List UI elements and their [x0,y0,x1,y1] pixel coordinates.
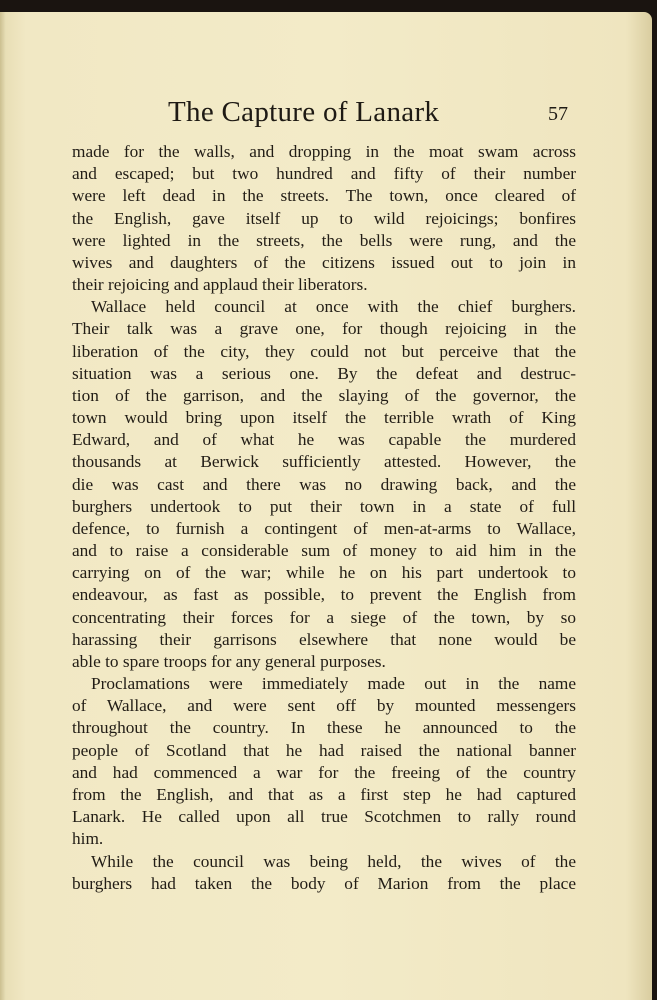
text-line: able to spare troops for any general purposes. [72,651,386,671]
text-line: Lanark. He called upon all true Scotchmen to rally round [72,807,576,827]
text-line: and had commenced a war for the freeing of the country [72,762,576,782]
text-line: their rejoicing and applaud their liberators. [72,275,368,295]
text-line: situation was a serious one. By the defeat and destruc- [72,363,576,383]
body-text [72,141,576,895]
text-line: carrying on of the war; while he on his part undertook to [72,563,576,583]
text-line: thousands at Berwick sufficiently attested. However, the [72,452,576,472]
text-line: harassing their garrisons elsewhere that none would be [72,629,576,649]
text-line: people of Scotland that he had raised the national banner [72,740,576,760]
running-header [0,96,652,130]
text-line: town would bring upon itself the terrible wrath of King [72,408,576,428]
text-line: defence, to furnish a contingent of men-at-arms to Wallace, [72,518,576,538]
text-line: liberation of the city, they could not but perceive that the [72,341,576,361]
paragraph [72,141,576,296]
text-line: burghers had taken the body of Marion from the place [72,873,576,893]
book-page [0,12,652,1000]
text-line: were left dead in the streets. The town, once cleared of [72,186,576,206]
text-line: made for the walls, and dropping in the moat swam across [72,142,576,161]
chapter-title: The Capture of Lanark [168,96,440,128]
text-line: the English, gave itself up to wild rejoicings; bonfires [72,208,576,228]
text-line: Their talk was a grave one, for though rejoicing in the [72,319,576,339]
text-line: While the council was being held, the wives of the [91,851,576,871]
text-line: Edward, and of what he was capable the murdered [72,430,576,450]
text-line: Wallace held council at once with the chief burghers. [91,297,576,317]
text-line: him. [72,829,104,849]
paragraph [72,673,576,850]
text-line: from the English, and that as a first step he had captured [72,784,576,804]
text-line: tion of the garrison, and the slaying of the governor, the [72,385,576,405]
facing-page-edge [0,12,6,1000]
text-line: endeavour, as fast as possible, to prevent the English from [72,585,576,605]
text-line: and to raise a considerable sum of money to aid him in the [72,541,576,561]
text-line: wives and daughters of the citizens issued out to join in [72,252,576,272]
paragraph [72,851,576,895]
text-line: Proclamations were immediately made out in the name [91,674,576,694]
paragraph [72,296,576,673]
text-line: burghers undertook to put their town in a state of full [72,496,576,516]
text-line: of Wallace, and were sent off by mounted messengers [72,696,576,716]
text-line: were lighted in the streets, the bells were rung, and the [72,230,576,250]
text-line: concentrating their forces for a siege of the town, by so [72,607,576,627]
text-line: throughout the country. In these he announced to the [72,718,576,738]
text-line: and escaped; but two hundred and fifty of their number [72,164,576,184]
page-number: 57 [548,103,568,125]
text-line: die was cast and there was no drawing back, and the [72,474,576,494]
